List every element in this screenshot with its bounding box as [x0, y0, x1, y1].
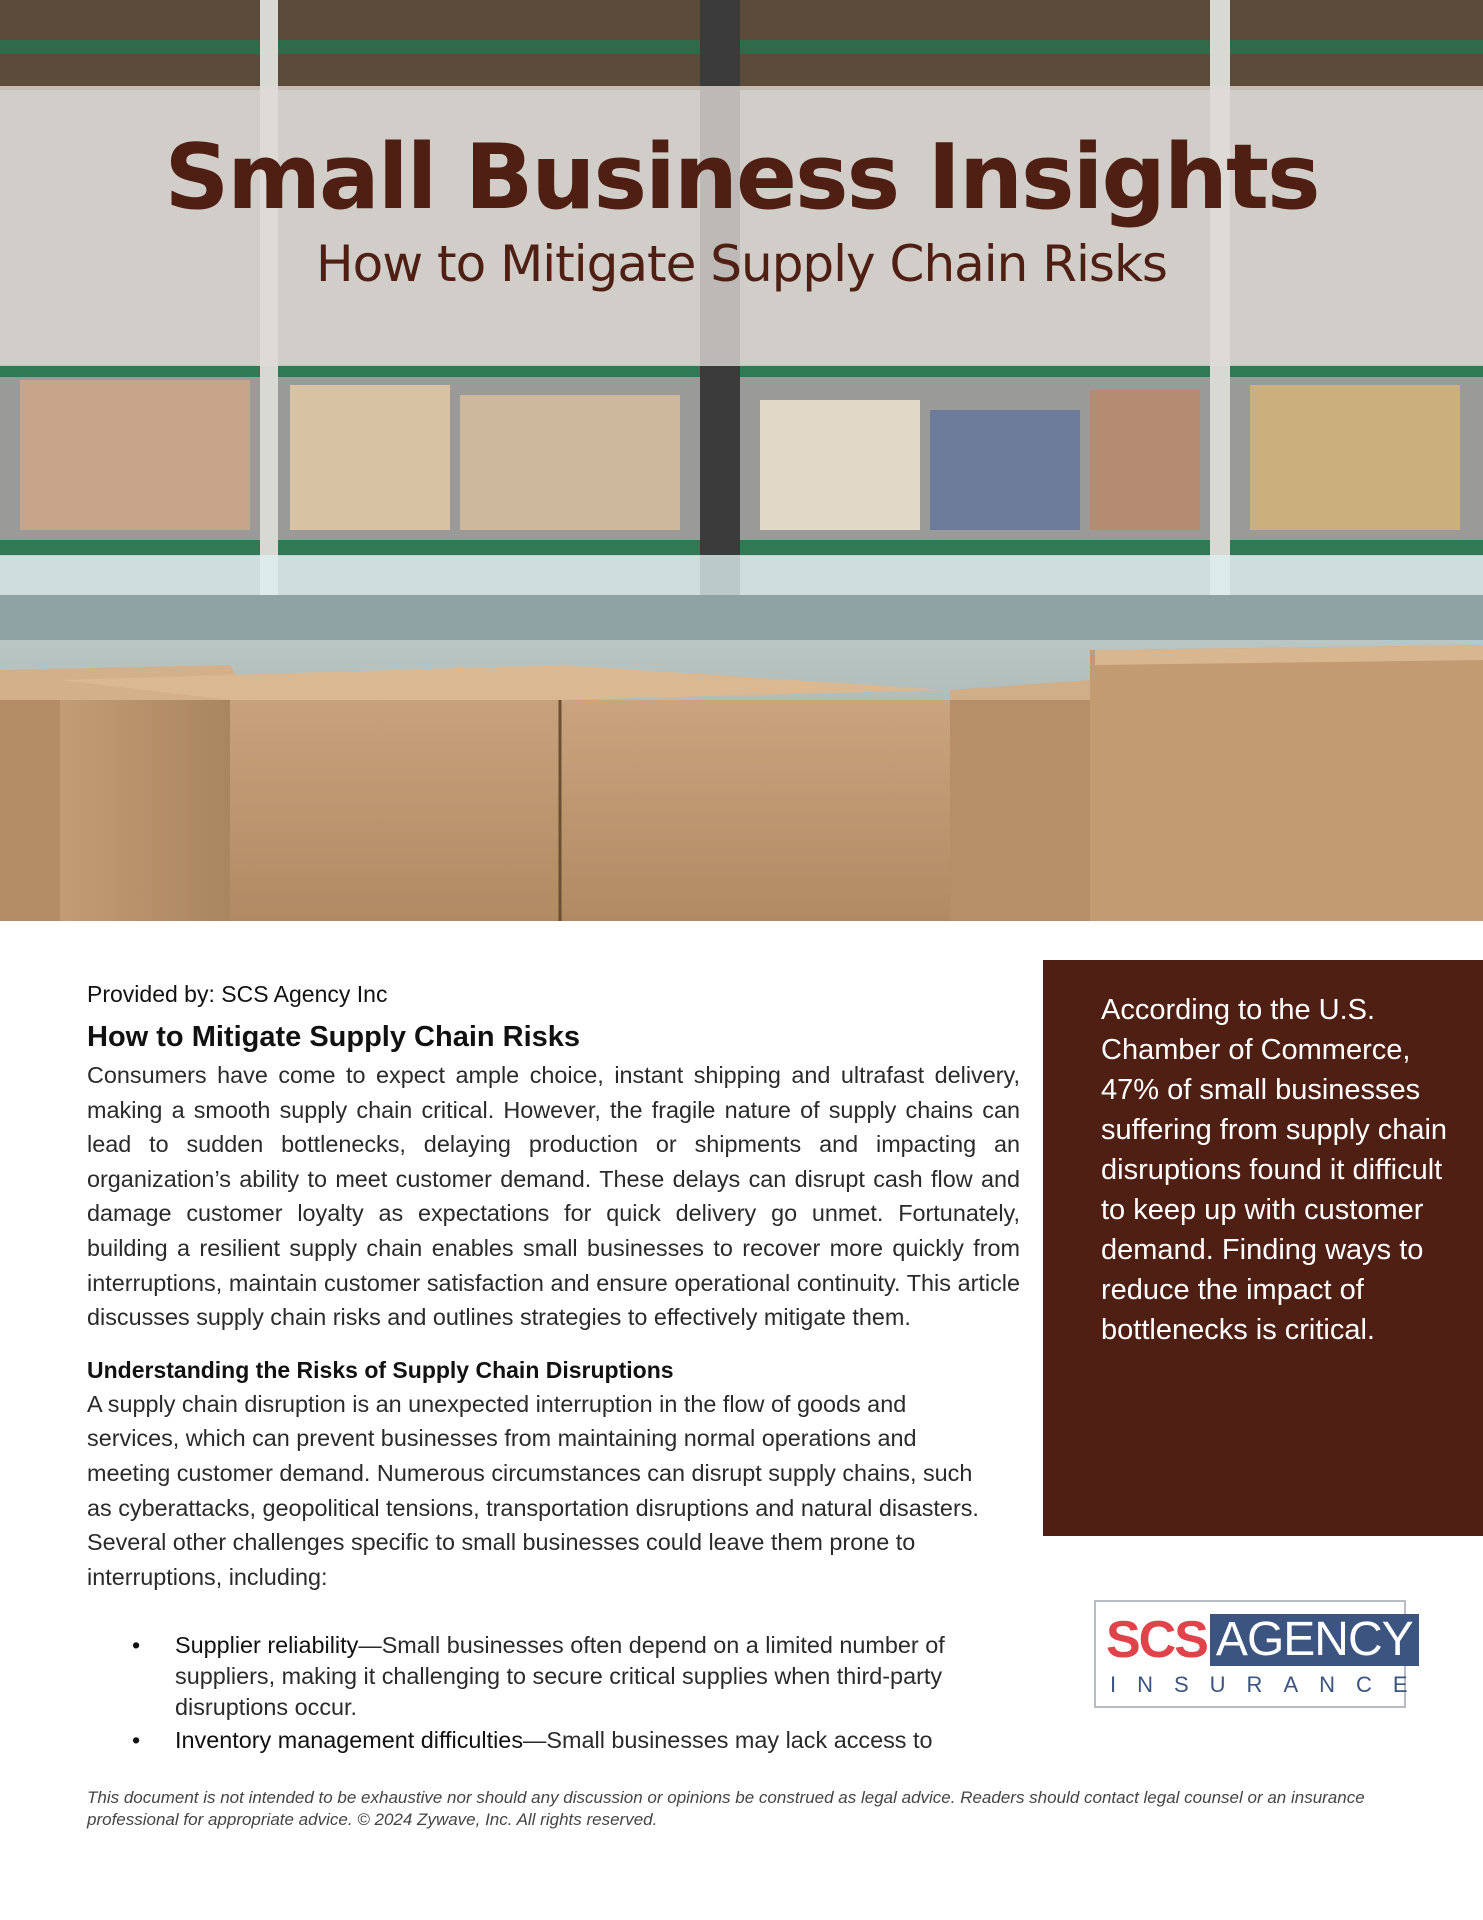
- callout-text: According to the U.S. Chamber of Commerce, 47% of small businesses suffering from supply chain disruptions found it difficult to keep up with customer demand. Finding ways to reduce the impact of bottlenecks is critical.: [1101, 994, 1448, 1346]
- list-item: [132, 1725, 987, 1756]
- title-band: [0, 86, 1483, 366]
- page-subtitle: How to Mitigate Supply Chain Risks: [316, 235, 1167, 293]
- logo-agency: AGENCY: [1210, 1614, 1419, 1666]
- section-heading: Understanding the Risks of Supply Chain Disruptions: [87, 1356, 674, 1383]
- intro-paragraph: Consumers have come to expect ample choice, instant shipping and ultrafast delivery, making a smooth supply chain critical. However, the fragile nature of supply chains can lead to sudden bottlenecks, delaying production or shipments and impacting an organization’s ability to meet customer demand. These delays can disrupt cash flow and damage customer loyalty as expectations for quick delivery go unmet. Fortunately, building a resilient supply chain enables small businesses to recover more quickly from interruptions, maintain customer satisfaction and ensure operational continuity. This article discusses supply chain risks and outlines strategies to effectively mitigate them.: [87, 1062, 1020, 1331]
- risk-list: [87, 1630, 987, 1756]
- list-item-term: Inventory management difficulties: [175, 1727, 524, 1754]
- legal-disclaimer: This document is not intended to be exhaustive nor should any discussion or opinions be construed as legal advice. Readers should contact legal counsel or an insurance professional for appropriate advice. © 2024 Zywave, Inc. All rights reserved.: [87, 1788, 1365, 1829]
- provided-by: Provided by: SCS Agency Inc: [87, 981, 388, 1007]
- bullet-icon: •: [132, 1632, 141, 1659]
- list-item-text: —Small businesses may lack access to: [523, 1727, 933, 1754]
- logo-insurance: INSURANCE: [1110, 1672, 1429, 1697]
- list-item-term: Supplier reliability: [175, 1632, 359, 1659]
- list-item-text: —Small businesses often depend on a limited number of suppliers, making it challenging to secure critical supplies when third-party disruptions occur.: [175, 1632, 945, 1721]
- article-title: How to Mitigate Supply Chain Risks: [87, 1021, 581, 1053]
- logo-wordmark: [1104, 1611, 1419, 1669]
- section-paragraph: A supply chain disruption is an unexpected interruption in the flow of goods and services, which can prevent businesses from maintaining normal operations and meeting customer demand. Numerous circumstances can disrupt supply chains, such as cyberattacks, geopolitical tensions, transportation disruptions and natural disasters. Several other challenges specific to small businesses could leave them prone to interruptions, including:: [87, 1390, 979, 1590]
- page-title: Small Business Insights: [164, 125, 1319, 230]
- hero-image: [0, 0, 1483, 921]
- list-item: [132, 1630, 987, 1723]
- logo-scs: SCS: [1106, 1611, 1207, 1669]
- bullet-icon: •: [132, 1727, 141, 1754]
- article-body: [87, 978, 1020, 1758]
- stat-callout: [1043, 960, 1483, 1536]
- scs-agency-logo: [1094, 1600, 1429, 1708]
